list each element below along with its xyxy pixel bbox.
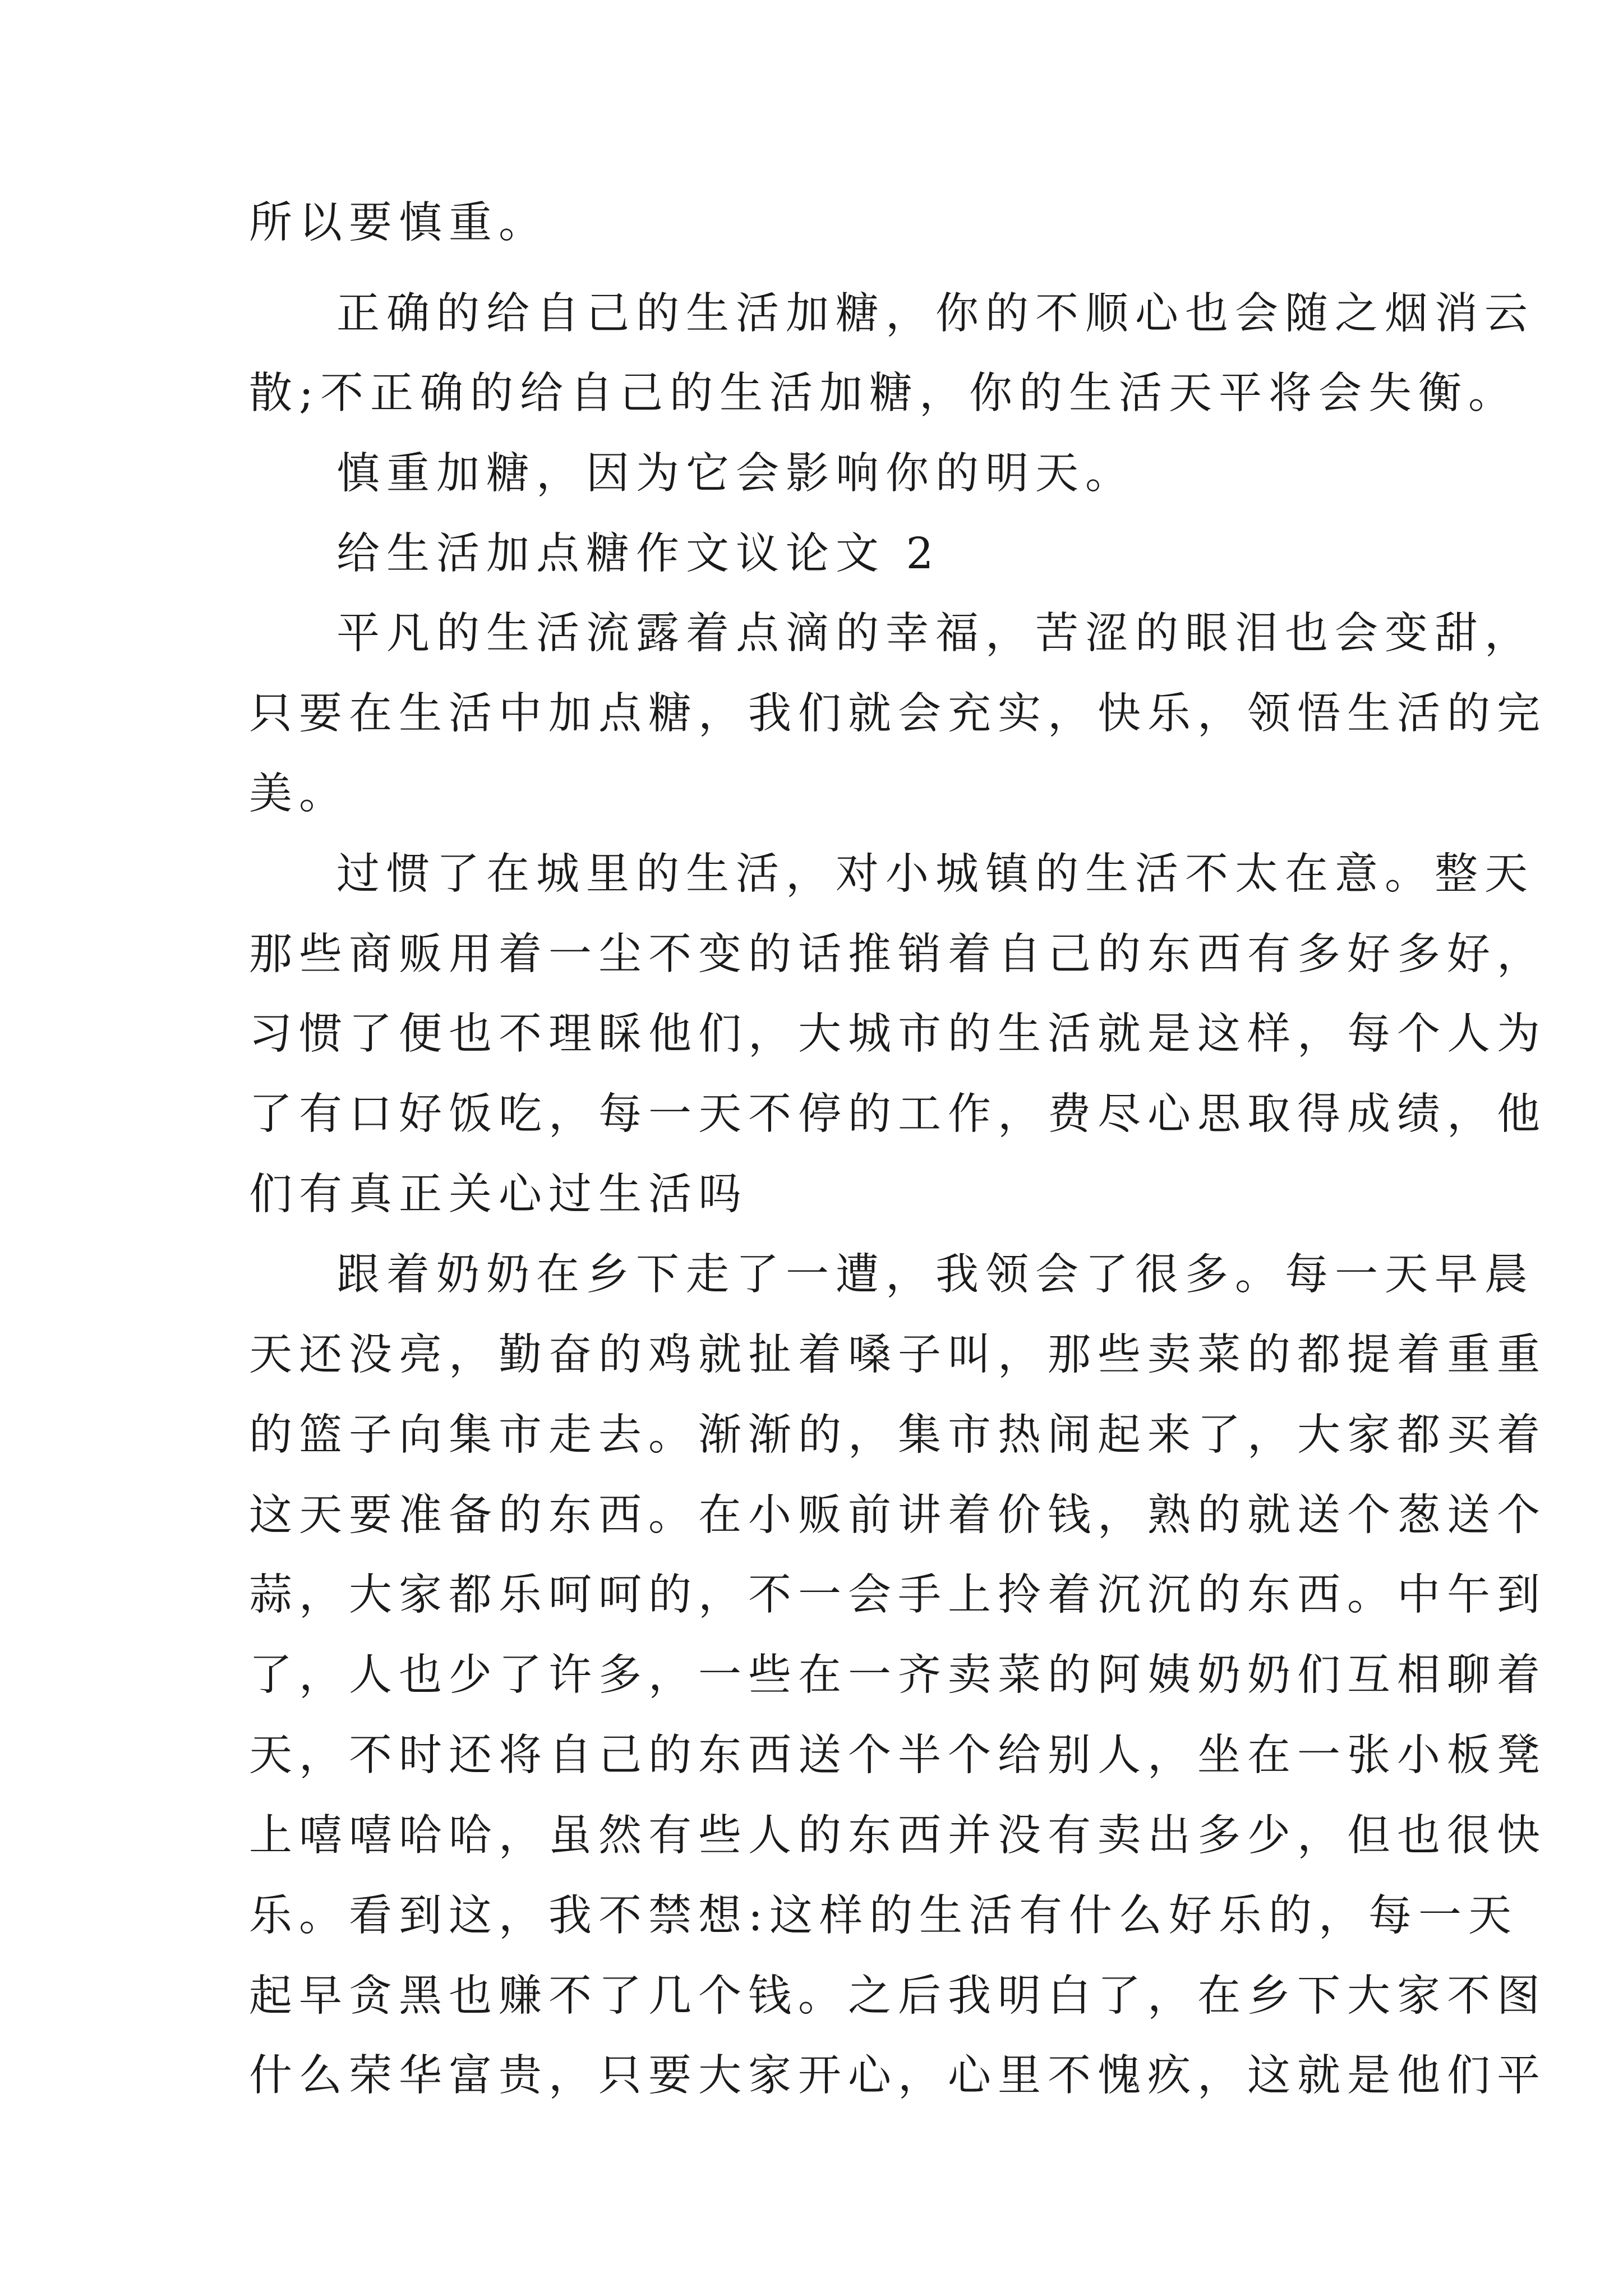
text-line-23: 起早贪黑也赚不了几个钱。之后我明白了，在乡下大家不图 — [249, 1971, 1547, 2021]
text-line-13: 们有真正关心过生活吗 — [249, 1170, 748, 1220]
paragraph-line-14: 跟着奶奶在乡下走了一遭，我领会了很多。每一天早晨 — [336, 1250, 1534, 1300]
text-line-19: 了，人也少了许多，一些在一齐卖菜的阿姨奶奶们互相聊着 — [249, 1650, 1547, 1700]
text-line-8: 美。 — [249, 769, 349, 819]
text-line-10: 那些商贩用着一尘不变的话推销着自己的东西有多好多好， — [249, 930, 1547, 979]
text-line-11: 习惯了便也不理睬他们，大城市的生活就是这样，每个人为 — [249, 1009, 1547, 1059]
paragraph-line-4: 慎重加糖，因为它会影响你的明天。 — [336, 449, 1135, 499]
text-line-12: 了有口好饭吃，每一天不停的工作，费尽心思取得成绩，他 — [249, 1089, 1547, 1139]
text-line-24: 什么荣华富贵，只要大家开心，心里不愧疚，这就是他们平 — [249, 2051, 1547, 2101]
text-line-18: 蒜，大家都乐呵呵的，不一会手上拎着沉沉的东西。中午到 — [249, 1570, 1547, 1620]
text-line-16: 的篮子向集市走去。渐渐的，集市热闹起来了，大家都买着 — [249, 1410, 1547, 1460]
paragraph-line-9: 过惯了在城里的生活，对小城镇的生活不太在意。整天 — [336, 849, 1534, 899]
text-line-1: 所以要慎重。 — [249, 198, 548, 248]
text-line-20: 天，不时还将自己的东西送个半个给别人，坐在一张小板凳 — [249, 1731, 1547, 1780]
paragraph-line-2: 正确的给自己的生活加糖，你的不顺心也会随之烟消云 — [336, 289, 1534, 339]
text-line-7: 只要在生活中加点糖，我们就会充实，快乐，领悟生活的完 — [249, 689, 1547, 739]
text-line-17: 这天要准备的东西。在小贩前讲着价钱，熟的就送个葱送个 — [249, 1490, 1547, 1540]
text-line-22: 乐。看到这，我不禁想:这样的生活有什么好乐的，每一天 — [249, 1891, 1518, 1941]
text-line-21: 上嘻嘻哈哈，虽然有些人的东西并没有卖出多少，但也很快 — [249, 1811, 1547, 1861]
text-line-15: 天还没亮，勤奋的鸡就扯着嗓子叫，那些卖菜的都提着重重 — [249, 1330, 1547, 1380]
text-line-3: 散;不正确的给自己的生活加糖，你的生活天平将会失衡。 — [249, 369, 1518, 418]
section-heading: 给生活加点糖作文议论文 2 — [336, 529, 940, 579]
paragraph-line-6: 平凡的生活流露着点滴的幸福，苦涩的眼泪也会变甜， — [336, 609, 1534, 659]
